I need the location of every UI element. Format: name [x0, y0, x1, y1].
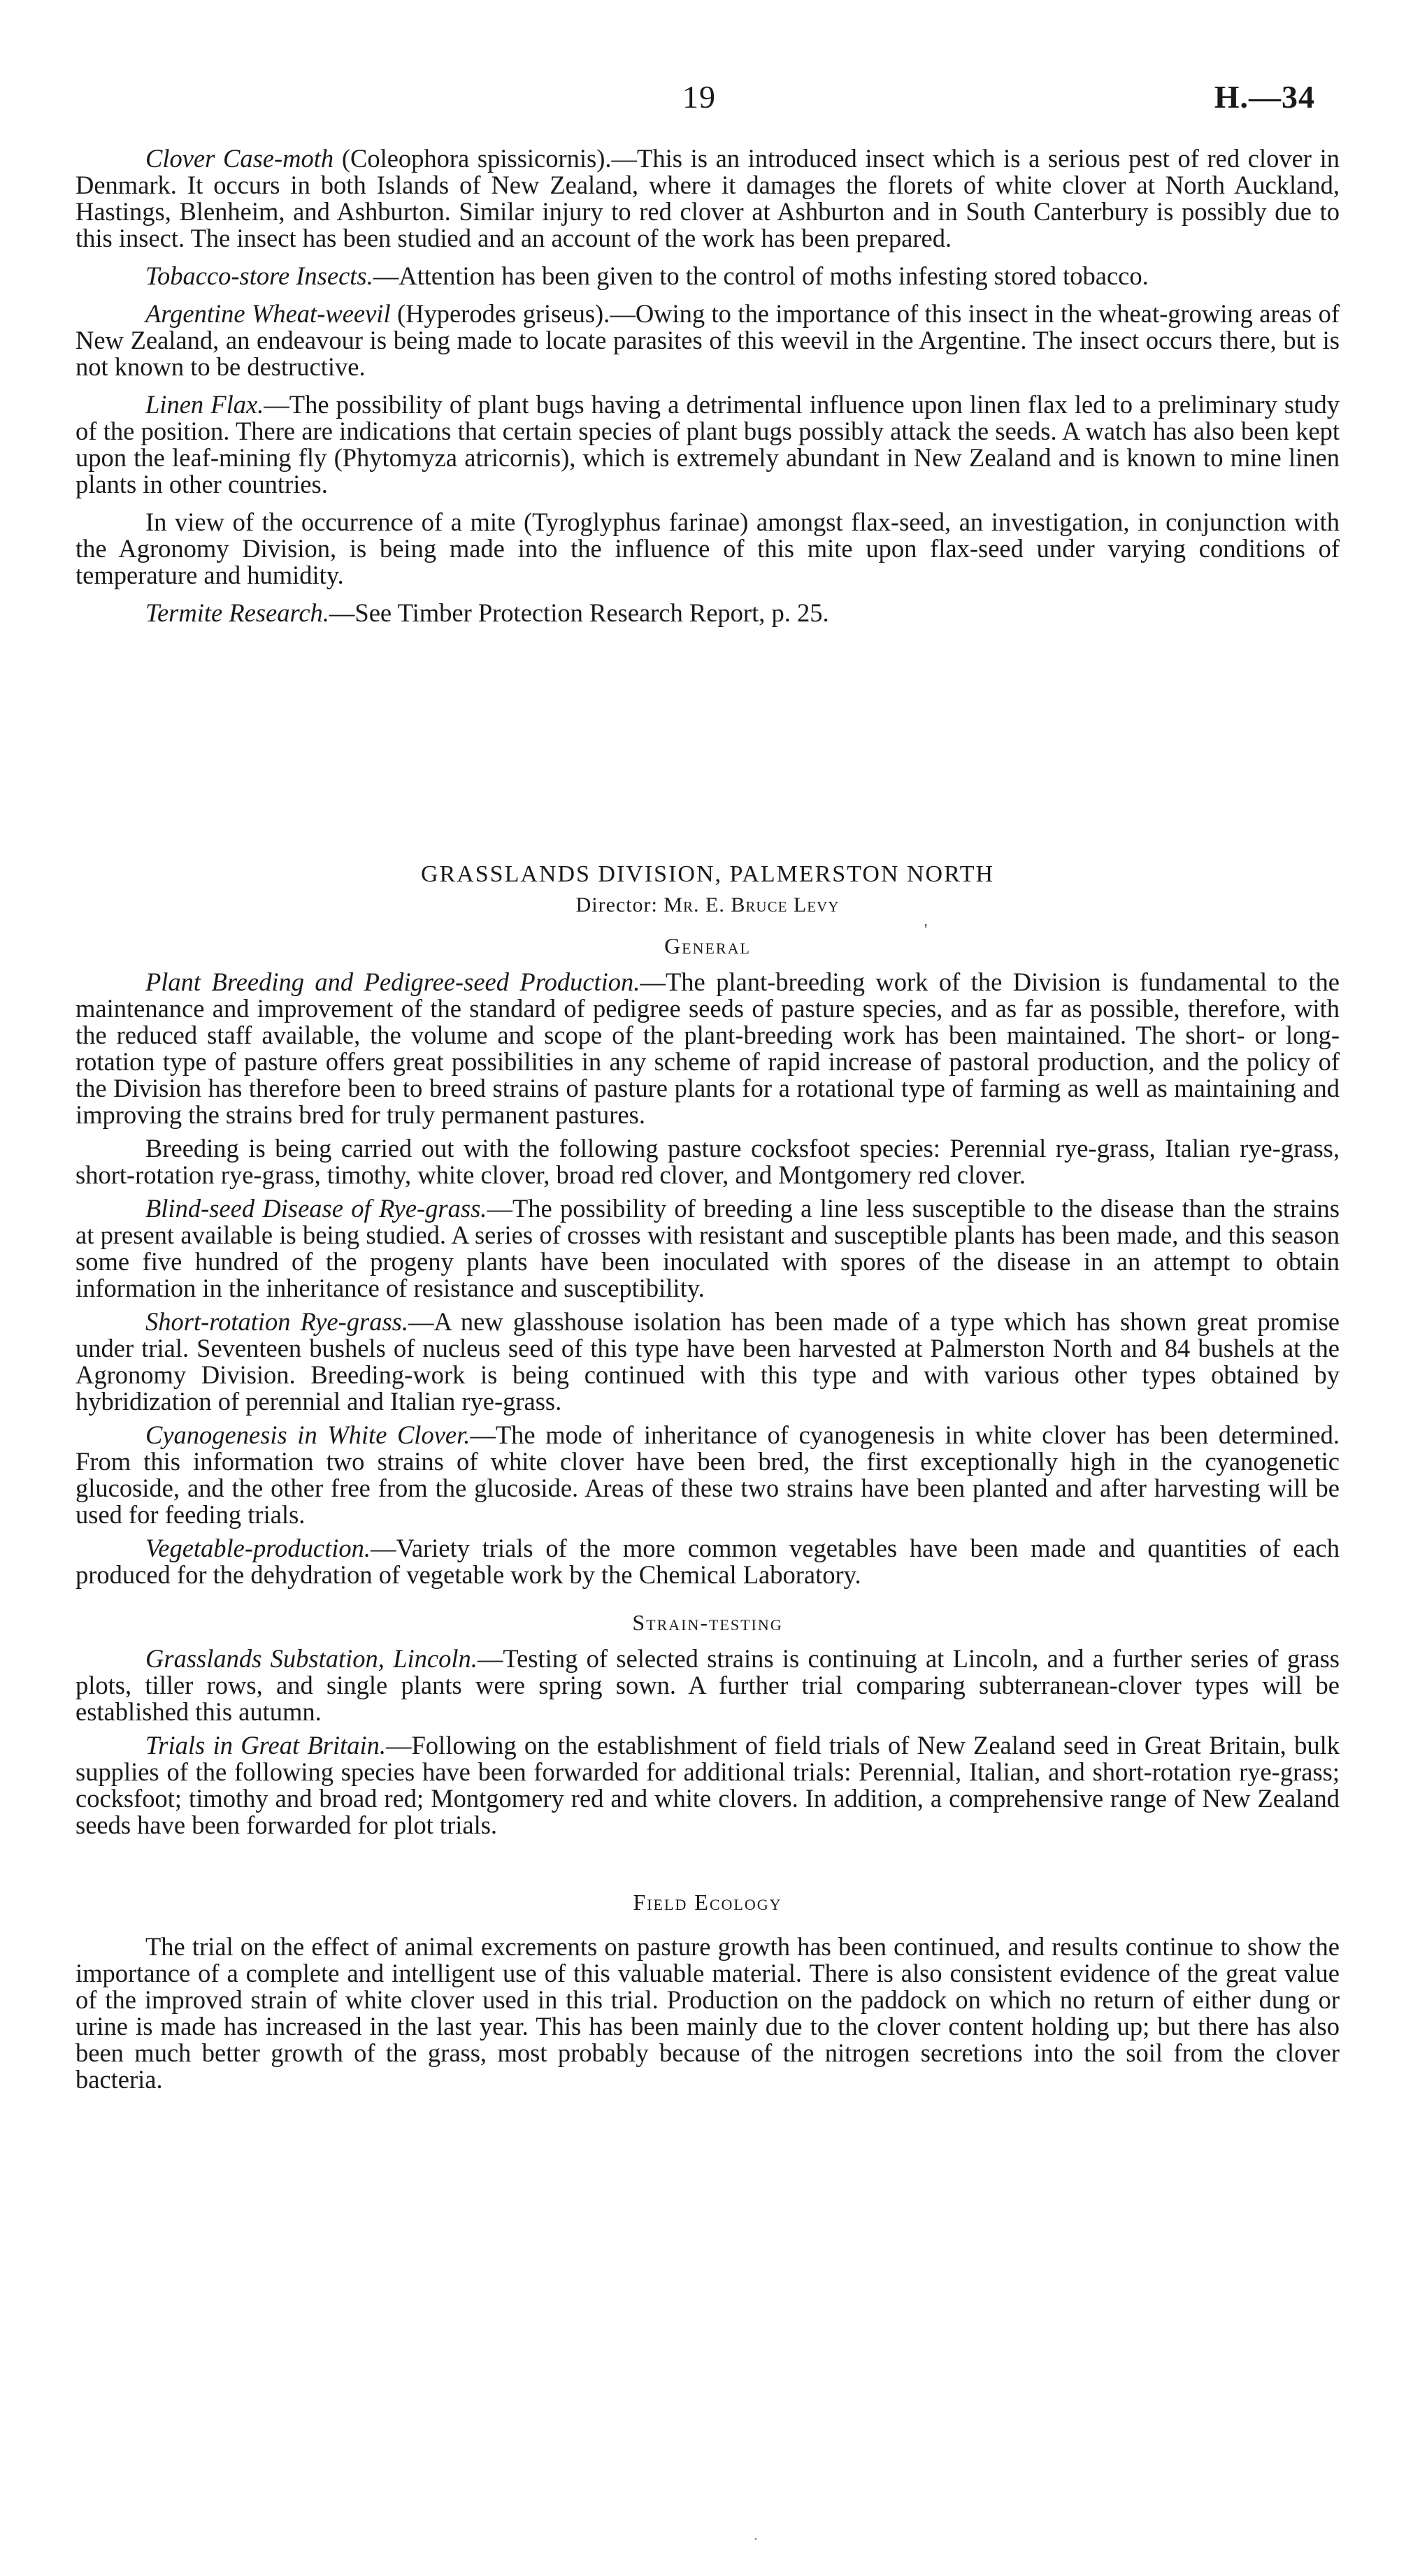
paragraph-heading: Cyanogenesis in White Clover. — [145, 1420, 471, 1449]
paragraph-text: —Testing of selected strains is continuing at Lincoln, and a further series of grass plots, tiller rows, and single plants were spring sown. A further trial comparing subterranean-clover types will be established this autumn. — [76, 1644, 1340, 1726]
scientific-name: (Coleophora spissicornis). — [341, 144, 612, 173]
section-title-field-ecology: Field Ecology — [633, 1890, 782, 1915]
section-title-general: General — [664, 933, 751, 958]
paragraph-text: The trial on the effect of animal excrements on pasture growth has been continued, and results continue to show the importance of a complete and intelligent use of this valuable material. There is also consistent evidence of the great value of the improved strain of white clover used in this trial. Production on the paddock on which no return of either dung or urine is made has increased in the last year. This has been mainly due to the clover content holding up; but there has also been much better growth of the grass, most probably because of the nitrogen secretions into the soil from the clover bacteria. — [76, 1932, 1340, 2094]
paragraph-heading: Trials in Great Britain. — [145, 1731, 386, 1760]
paragraph-text: —See Timber Protection Research Report, p. 25. — [329, 598, 829, 627]
scientific-name: (Hyperodes griseus). — [396, 299, 610, 328]
paragraph-heading: Vegetable-production. — [145, 1534, 371, 1562]
paragraph-heading: Argentine Wheat-weevil — [145, 299, 391, 328]
paragraph-trials-great-britain — [76, 1732, 1340, 1839]
page-number: 19 — [682, 79, 716, 115]
paragraph-animal-excrements-trial — [76, 1934, 1340, 2093]
paragraph-text: —The plant-breeding work of the Division is fundamental to the maintenance and improvement of the standard of pedigree seeds of pasture species, and as far as possible, therefore, with the reduced staff available, the volume and scope of the plant-breeding work has been maintained. The short- or long-rotation type of pasture offers great possibilities in any scheme of rapid increase of pastoral production, and the policy of the Division has therefore been to breed strains of pasture plants for a rotational type of farming as well as maintaining and improving the strains bred for truly permanent pastures. — [76, 967, 1340, 1129]
paragraph-text: —The possibility of breeding a line less susceptible to the disease than the strains at present available is being studied. A series of crosses with resistant and susceptible plants has been made, and this season some five hundred of the progeny plants have been inoculated with spores of the disease in an attempt to obtain information in the inheritance of resistance and susceptibility. — [76, 1194, 1340, 1302]
paragraph-text: —Owing to the importance of this insect in the wheat-growing areas of New Zealand, an endeavour is being made to locate parasites of this weevil in the Argentine. The insect occurs there, but is not known to be destructive. — [76, 299, 1340, 381]
paragraph-text: —This is an introduced insect which is a serious pest of red clover in Denmark. It occurs in both Islands of New Zealand, where it damages the florets of white clover at North Auckland, Hastings, Blenheim, and Ashburton. Similar injury to red clover at Ashburton and in South Canterbury is possibly due to this insect. The insect has been studied and an account of the work has been prepared. — [76, 144, 1340, 252]
paragraph-text: —Attention has been given to the control of moths infesting stored tobacco. — [373, 261, 1149, 290]
division-title: GRASSLANDS DIVISION, PALMERSTON NORTH — [420, 861, 995, 887]
paragraph-heading: Blind-seed Disease of Rye-grass. — [145, 1194, 487, 1223]
paragraph-text: —Variety trials of the more common vegetables have been made and quantities of each produced for the dehydration of vegetable work by the Chemical Laboratory. — [76, 1534, 1340, 1589]
paragraph-text: Breeding is being carried out with the following pasture cocksfoot species: Perennial rye-grass, Italian rye-grass, short-rotation rye-grass, timothy, white clover, broad red clover, and Montgomery red clover. — [76, 1134, 1340, 1189]
paragraph-tobacco-store-insects — [76, 263, 1340, 289]
paragraph-termite-research — [76, 600, 1340, 626]
paragraph-cyanogenesis — [76, 1422, 1340, 1528]
paragraph-vegetable-production — [76, 1535, 1340, 1588]
paragraph-breeding-species — [76, 1135, 1340, 1188]
paragraph-text: In view of the occurrence of a mite (Tyroglyphus farinae) amongst flax-seed, an investigation, in conjunction with the Agronomy Division, is being made into the influence of this mite upon flax-seed under varying conditions of temperature and humidity. — [76, 508, 1340, 589]
paragraph-heading: Plant Breeding and Pedigree-seed Production. — [145, 967, 640, 996]
paragraph-heading: Termite Research. — [145, 598, 329, 627]
entomology-notes — [76, 145, 1340, 638]
paragraph-heading: Clover Case-moth — [145, 144, 334, 173]
section-title-strain-testing: Strain-testing — [632, 1610, 783, 1635]
paragraph-heading: Grasslands Substation, Lincoln. — [145, 1644, 478, 1673]
paragraph-heading: Linen Flax. — [145, 390, 264, 419]
director-line — [76, 892, 1340, 919]
paragraph-linen-flax — [76, 391, 1340, 498]
director-label: Director: — [575, 893, 658, 916]
paragraph-blind-seed-disease — [76, 1195, 1340, 1302]
paragraph-clover-case-moth — [76, 145, 1340, 252]
stray-mark: ' — [924, 921, 928, 940]
paragraph-text: —The possibility of plant bugs having a detrimental influence upon linen flax led to a preliminary study of the position. There are indications that certain species of plant bugs possibly attack the seeds. A watch has also been kept upon the leaf-mining fly (Phytomyza atricornis), which is extremely abundant in New Zealand and is known to mine linen plants in other countries. — [76, 390, 1340, 498]
director-name: Mr. E. Bruce Levy — [664, 893, 840, 916]
footer-dot: · — [754, 2532, 758, 2546]
grasslands-division-section — [76, 861, 1340, 2100]
paragraph-argentine-wheat-weevil — [76, 301, 1340, 380]
paragraph-short-rotation-rye-grass — [76, 1309, 1340, 1415]
page-reference: H.—34 — [1214, 79, 1315, 115]
paragraph-plant-breeding — [76, 969, 1340, 1128]
paragraph-text: —A new glasshouse isolation has been made of a type which has shown great promise under trial. Seventeen bushels of nucleus seed of this type have been harvested at Palmerston North and 84 bushels at the Agronomy Division. Breeding-work is being continued with this type and with various other types obtained by hybridization of perennial and Italian rye-grass. — [76, 1307, 1340, 1416]
paragraph-flax-seed-mite — [76, 509, 1340, 589]
paragraph-lincoln-substation — [76, 1646, 1340, 1725]
paragraph-text: —Following on the establishment of field trials of New Zealand seed in Great Britain, bulk supplies of the following species have been forwarded for additional trials: Perennial, Italian, and short-rotation rye-grass; cocksfoot; timothy and broad red; Montgomery red and white clovers. In addition, a comprehensive range of New Zealand seeds have been forwarded for plot trials. — [76, 1731, 1340, 1839]
paragraph-heading: Short-rotation Rye-grass. — [145, 1307, 409, 1336]
paragraph-heading: Tobacco-store Insects. — [145, 261, 373, 290]
paragraph-text: —The mode of inheritance of cyanogenesis in white clover has been determined. From this information two strains of white clover have been bred, the first exceptionally high in the cyanogenetic glucoside, and the other free from the glucoside. Areas of these two strains have been planted and after harvesting will be used for feeding trials. — [76, 1420, 1340, 1529]
